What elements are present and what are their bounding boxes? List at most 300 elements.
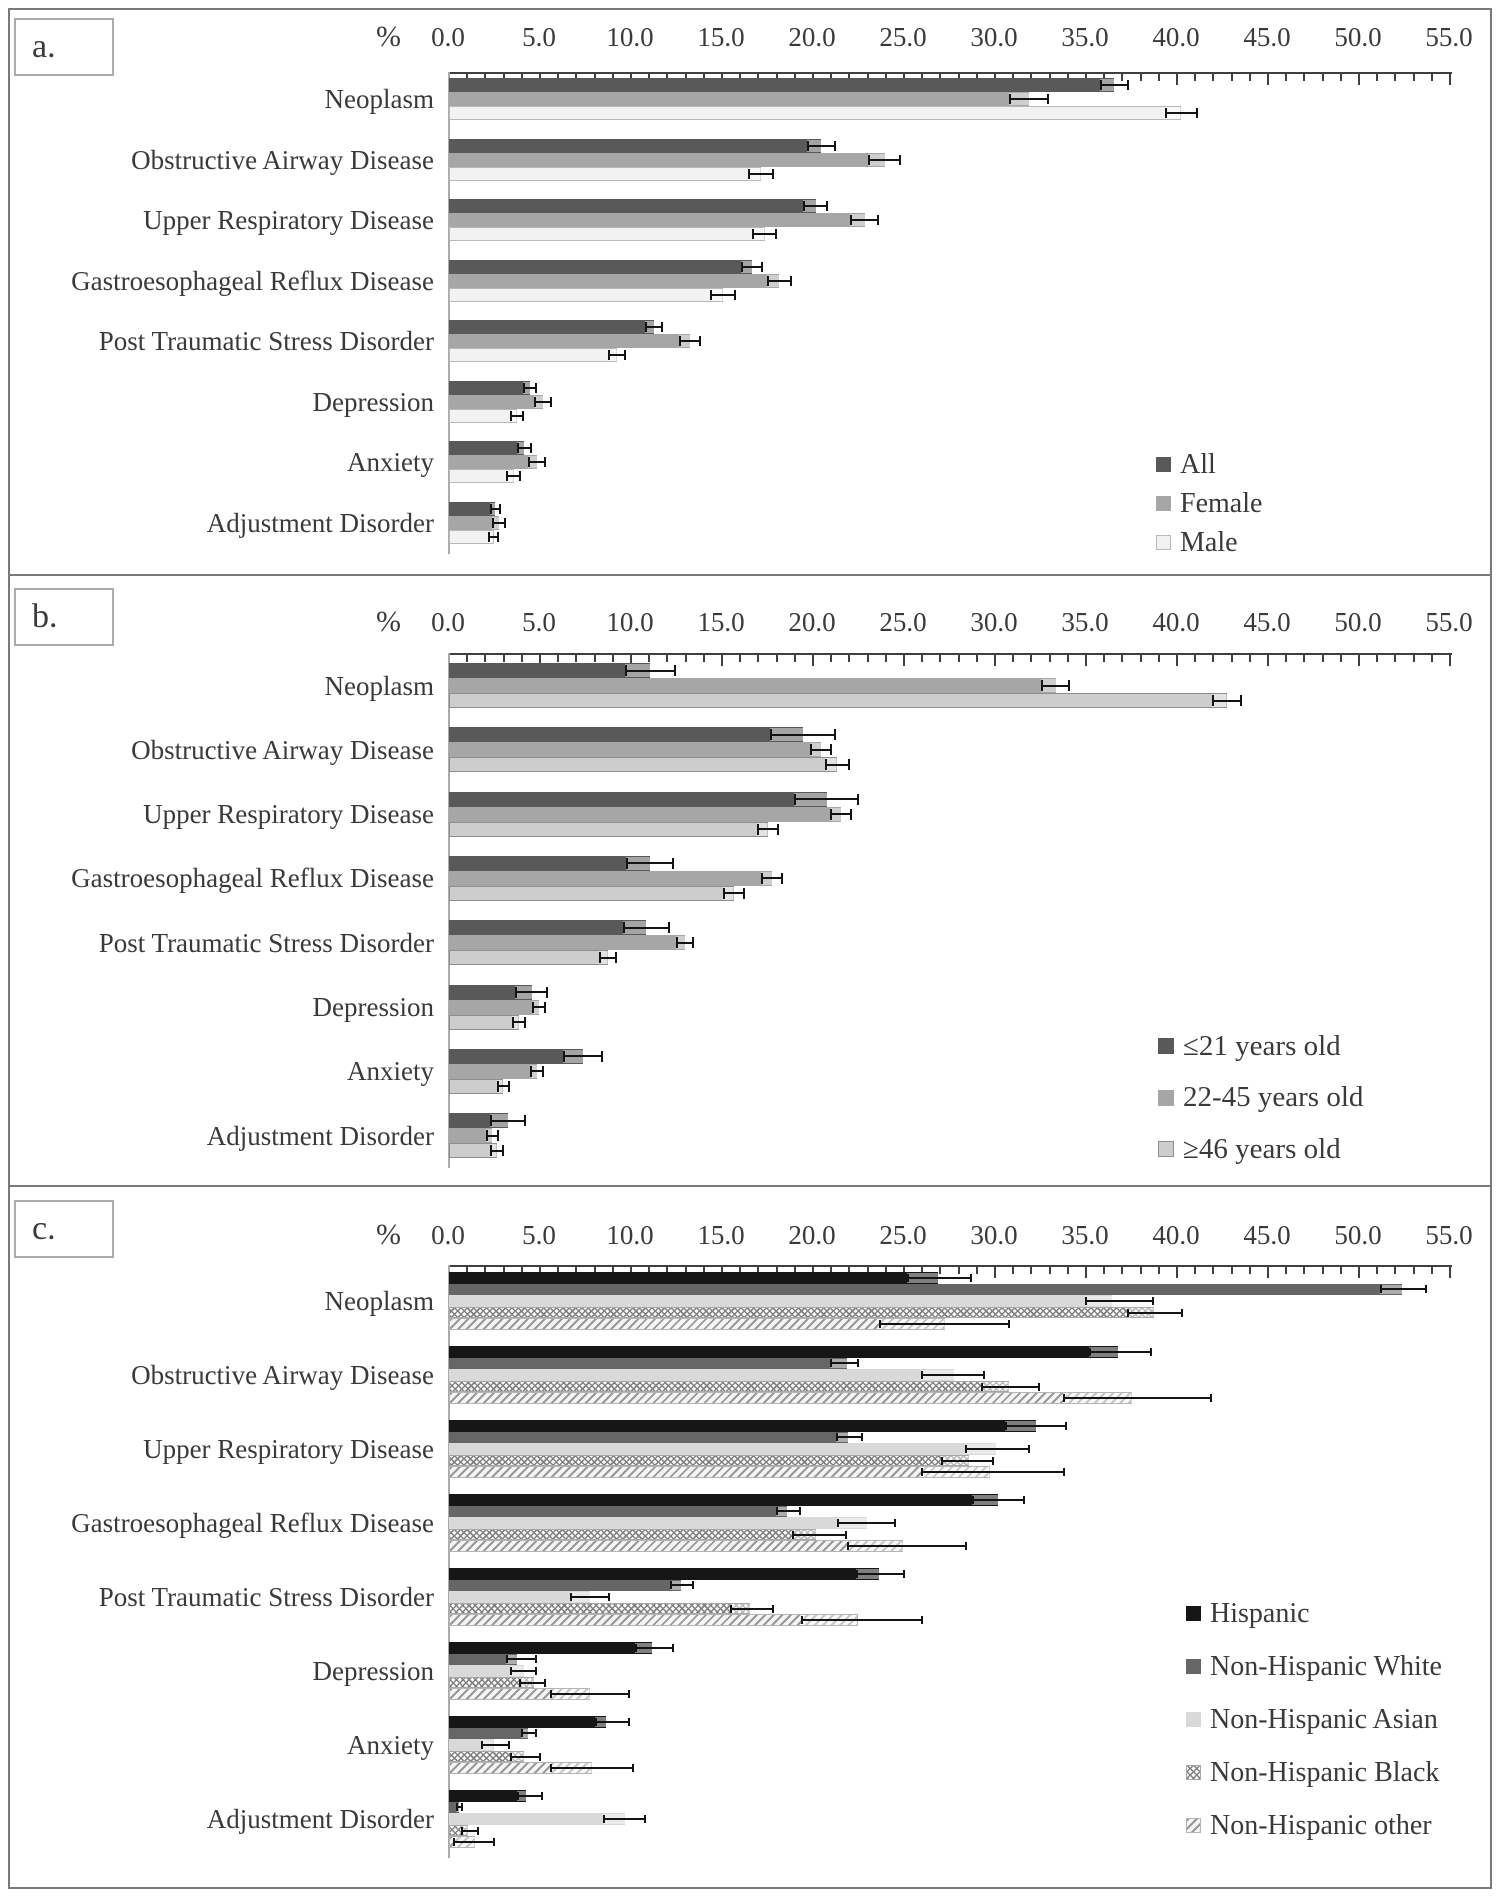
bar-c-7-2	[449, 1813, 625, 1825]
axis-tick-mark	[1085, 1267, 1087, 1278]
bar-a-5-2	[449, 409, 517, 423]
error-bar-cap-right	[692, 937, 694, 948]
error-bar-cap-right	[542, 1066, 544, 1077]
error-bar-cap-right	[539, 1753, 541, 1761]
error-bar-cap-left	[868, 155, 870, 165]
error-bar-cap-right	[535, 383, 537, 393]
legend-item-c-3	[1186, 1756, 1440, 1788]
error-bar	[1063, 1397, 1212, 1399]
category-label: Post Traumatic Stress Disorder	[98, 326, 434, 356]
axis-tick-label: 20.0	[788, 1220, 836, 1250]
error-bar-cap-left	[836, 1433, 838, 1441]
error-bar	[837, 1522, 895, 1524]
axis-tick-label: 10.0	[606, 1220, 654, 1250]
axis-tick-mark	[1231, 74, 1233, 81]
axis-unit-label: %	[376, 20, 401, 53]
error-bar	[807, 145, 836, 147]
bar-a-6-1	[449, 455, 537, 469]
error-bar-cap-left	[1041, 680, 1043, 691]
error-bar	[730, 1608, 774, 1610]
axis-tick-mark	[1285, 74, 1287, 81]
axis-tick-label: 30.0	[970, 22, 1018, 52]
category-label: Neoplasm	[324, 84, 434, 114]
bar-a-1-0	[449, 139, 821, 153]
bar-b-1-1	[449, 742, 821, 757]
bar-a-2-0	[449, 199, 816, 213]
axis-tick-mark	[1249, 74, 1251, 81]
category-label: Adjustment Disorder	[206, 1120, 434, 1151]
axis-tick-mark	[1322, 74, 1324, 81]
error-bar-cap-left	[492, 518, 494, 528]
bar-c-0-4	[449, 1318, 945, 1330]
legend-swatch	[1158, 1141, 1174, 1157]
axis-tick-mark	[1103, 655, 1105, 662]
bar-a-0-2	[449, 106, 1181, 120]
error-bar-cap-right	[761, 262, 763, 272]
bar-c-3-1	[449, 1506, 787, 1518]
axis-tick-mark	[1376, 1267, 1378, 1274]
error-bar	[767, 280, 792, 282]
error-bar	[757, 828, 779, 830]
error-bar-cap-right	[477, 1827, 479, 1835]
axis-tick-mark	[1322, 1267, 1324, 1274]
error-bar	[907, 1277, 973, 1279]
error-bar-cap-left	[506, 471, 508, 481]
error-bar-cap-right	[1023, 1496, 1025, 1504]
error-bar-cap-right	[1127, 80, 1129, 90]
legend-item-c-1	[1186, 1650, 1442, 1682]
error-bar-cap-left	[856, 1570, 858, 1578]
error-bar-cap-right	[903, 1570, 905, 1578]
legend-swatch	[1158, 1038, 1174, 1054]
error-bar-cap-right	[615, 952, 617, 963]
error-bar	[481, 1744, 510, 1746]
error-bar-cap-left	[510, 1753, 512, 1761]
axis-tick-label: 55.0	[1425, 22, 1473, 52]
category-label: Upper Respiratory Disease	[143, 799, 434, 830]
error-bar-cap-right	[734, 290, 736, 300]
category-label: Obstructive Airway Disease	[131, 734, 434, 765]
axis-tick-label: 0.0	[431, 1220, 465, 1250]
error-bar-cap-right	[672, 858, 674, 869]
error-bar-cap-left	[461, 1827, 463, 1835]
error-bar-cap-left	[490, 504, 492, 514]
bar-b-2-2	[449, 822, 768, 837]
error-bar-cap-left	[486, 1130, 488, 1141]
error-bar-cap-right	[544, 1002, 546, 1013]
axis-tick-mark	[1140, 74, 1142, 81]
error-bar-cap-right	[781, 873, 783, 884]
error-bar-cap-right	[628, 1690, 630, 1698]
legend-label: Male	[1180, 526, 1238, 558]
category-label: Adjustment Disorder	[206, 507, 434, 538]
axis-tick-mark	[1176, 655, 1178, 666]
axis-tick-label: 30.0	[970, 1220, 1018, 1250]
legend-swatch	[1186, 1712, 1201, 1727]
axis-tick-mark	[1194, 1267, 1196, 1274]
error-bar	[595, 1721, 630, 1723]
error-bar-cap-right	[628, 1718, 630, 1726]
bar-a-4-2	[449, 348, 617, 362]
error-bar	[506, 1658, 537, 1660]
bar-a-7-0	[449, 502, 495, 516]
axis-tick-label: 5.0	[522, 22, 556, 52]
axis-tick-label: 30.0	[970, 607, 1018, 637]
error-bar-cap-left	[456, 1803, 458, 1811]
axis-tick-mark	[848, 655, 850, 662]
error-bar	[879, 1323, 1010, 1325]
error-bar	[836, 1436, 863, 1438]
bar-a-3-1	[449, 274, 779, 288]
axis-tick-label: 45.0	[1243, 1220, 1291, 1250]
error-bar-cap-left	[625, 665, 627, 676]
axis-tick-mark	[1285, 1267, 1287, 1274]
axis-tick-mark	[1140, 655, 1142, 662]
error-bar-cap-left	[748, 169, 750, 179]
bar-b-0-0	[449, 663, 650, 678]
error-bar-cap-left	[608, 350, 610, 360]
axis-tick-mark	[776, 655, 778, 662]
bar-b-4-0	[449, 920, 646, 935]
error-bar-cap-left	[941, 1457, 943, 1465]
axis-tick-label: 0.0	[431, 607, 465, 637]
legend-label: ≤21 years old	[1183, 1029, 1341, 1062]
error-bar	[792, 1534, 847, 1536]
panel-letter-box: a.	[14, 18, 114, 76]
category-label: Post Traumatic Stress Disorder	[98, 1582, 434, 1612]
error-bar-cap-right	[1047, 94, 1049, 104]
axis-tick-mark	[1121, 74, 1123, 81]
axis-tick-mark	[1303, 655, 1305, 662]
panel-letter-box: c.	[14, 1200, 114, 1258]
error-bar-cap-left	[521, 1729, 523, 1737]
bar-c-4-3	[449, 1603, 750, 1615]
legend-item-c-2	[1186, 1703, 1438, 1735]
error-bar-cap-left	[741, 262, 743, 272]
axis-tick-mark	[1358, 1267, 1360, 1278]
axis-tick-label: 35.0	[1061, 1220, 1109, 1250]
error-bar-cap-left	[830, 1359, 832, 1367]
axis-tick-mark	[703, 655, 705, 662]
error-bar-cap-right	[497, 532, 499, 542]
error-bar-cap-left	[1089, 1348, 1091, 1356]
axis-tick-label: 25.0	[879, 22, 927, 52]
legend-swatch	[1186, 1765, 1201, 1780]
panel-c	[8, 1185, 1492, 1889]
legend-swatch	[1156, 496, 1171, 511]
error-bar-cap-left	[825, 759, 827, 770]
error-bar-cap-left	[523, 383, 525, 393]
axis-tick-mark	[976, 655, 978, 662]
error-bar-cap-right	[546, 987, 548, 998]
bar-c-2-1	[449, 1432, 848, 1444]
error-bar-cap-left	[510, 411, 512, 421]
error-bar	[830, 1362, 859, 1364]
error-bar-cap-left	[767, 276, 769, 286]
axis-tick-mark	[794, 655, 796, 662]
legend-label: 22-45 years old	[1183, 1081, 1364, 1113]
error-bar-cap-left	[635, 1644, 637, 1652]
error-bar-cap-left	[1127, 1309, 1129, 1317]
error-bar	[1100, 84, 1129, 86]
bar-a-2-1	[449, 213, 865, 227]
error-bar-cap-left	[532, 1002, 534, 1013]
legend-item-a-2	[1156, 526, 1238, 558]
axis-tick-mark	[1413, 655, 1415, 662]
error-bar-cap-left	[563, 1051, 565, 1062]
axis-tick-mark	[1340, 74, 1342, 81]
bar-c-4-0	[449, 1568, 879, 1580]
error-bar-cap-right	[790, 276, 792, 286]
error-bar-cap-right	[624, 350, 626, 360]
axis-tick-label: 40.0	[1152, 607, 1200, 637]
axis-tick-mark	[1322, 655, 1324, 662]
axis-tick-label: 5.0	[522, 607, 556, 637]
bar-a-2-2	[449, 227, 765, 241]
axis-tick-mark	[903, 655, 905, 666]
axis-tick-mark	[1212, 1267, 1214, 1274]
bar-c-3-2	[449, 1517, 867, 1529]
axis-tick-mark	[867, 655, 869, 662]
error-bar	[519, 1682, 546, 1684]
error-bar-cap-left	[803, 201, 805, 211]
error-bar-cap-left	[1212, 695, 1214, 706]
bar-a-3-0	[449, 260, 752, 274]
axis-tick-label: 15.0	[697, 22, 745, 52]
category-label: Adjustment Disorder	[206, 1804, 434, 1834]
axis-tick-mark	[1231, 655, 1233, 662]
error-bar	[868, 159, 901, 161]
error-bar	[1009, 98, 1049, 100]
bar-b-4-2	[449, 950, 608, 965]
axis-tick-label: 0.0	[431, 22, 465, 52]
axis-tick-mark	[1303, 74, 1305, 81]
legend-swatch	[1158, 1090, 1174, 1106]
bar-c-0-0	[449, 1272, 938, 1284]
error-bar-cap-left	[761, 873, 763, 884]
error-bar-cap-left	[965, 1445, 967, 1453]
error-bar	[710, 294, 735, 296]
error-bar-cap-left	[801, 1616, 803, 1624]
bar-a-6-2	[449, 469, 514, 483]
bar-a-5-1	[449, 395, 543, 409]
axis-tick-mark	[1413, 74, 1415, 81]
error-bar	[570, 1596, 610, 1598]
axis-ruler	[448, 1265, 1452, 1267]
error-bar-cap-left	[972, 1496, 974, 1504]
legend-label: Female	[1180, 487, 1263, 519]
error-bar-cap-left	[490, 1115, 492, 1126]
error-bar	[1041, 685, 1070, 687]
error-bar-cap-right	[504, 518, 506, 528]
axis-tick-label: 5.0	[522, 1220, 556, 1250]
error-bar-cap-left	[850, 215, 852, 225]
axis-tick-label: 35.0	[1061, 607, 1109, 637]
error-bar-cap-left	[776, 1507, 778, 1515]
error-bar-cap-right	[1008, 1320, 1010, 1328]
error-bar	[752, 233, 777, 235]
error-bar-cap-right	[661, 322, 663, 332]
error-bar	[550, 1693, 630, 1695]
category-label: Obstructive Airway Disease	[131, 1360, 434, 1390]
bar-b-2-1	[449, 807, 841, 822]
error-bar-cap-right	[524, 1115, 526, 1126]
error-bar-cap-left	[757, 824, 759, 835]
axis-ruler	[448, 653, 1452, 655]
axis-tick-mark	[1358, 655, 1360, 666]
error-bar-cap-left	[490, 1145, 492, 1156]
category-label: Upper Respiratory Disease	[143, 1434, 434, 1464]
axis-tick-mark	[1030, 1267, 1032, 1274]
error-bar	[626, 862, 673, 864]
axis-tick-label: 45.0	[1243, 22, 1291, 52]
error-bar-cap-right	[535, 1729, 537, 1737]
bar-c-1-3	[449, 1381, 1009, 1393]
legend-label: All	[1180, 448, 1216, 480]
axis-tick-label: 15.0	[697, 607, 745, 637]
error-bar-cap-right	[970, 1274, 972, 1282]
category-label: Depression	[312, 992, 434, 1022]
error-bar	[517, 1795, 542, 1797]
error-bar	[563, 1055, 603, 1057]
axis-unit-label: %	[376, 1218, 401, 1251]
axis-tick-mark	[1194, 74, 1196, 81]
category-label: Gastroesophageal Reflux Disease	[71, 265, 434, 296]
error-bar-cap-left	[723, 888, 725, 899]
error-bar	[921, 1374, 985, 1376]
error-bar	[625, 670, 676, 672]
legend-swatch	[1186, 1606, 1201, 1621]
error-bar	[830, 813, 852, 815]
error-bar-cap-right	[672, 1644, 674, 1652]
error-bar-cap-right	[601, 1051, 603, 1062]
error-bar-cap-right	[983, 1371, 985, 1379]
bar-c-6-1	[449, 1728, 528, 1740]
error-bar-cap-left	[481, 1741, 483, 1749]
error-bar-cap-left	[810, 744, 812, 755]
error-bar-cap-right	[608, 1593, 610, 1601]
category-label: Neoplasm	[324, 670, 434, 701]
bar-a-0-1	[449, 92, 1029, 106]
error-bar-cap-right	[1181, 1309, 1183, 1317]
category-label: Upper Respiratory Disease	[143, 205, 434, 235]
category-label: Post Traumatic Stress Disorder	[98, 927, 434, 958]
error-bar-cap-right	[899, 155, 901, 165]
error-bar-cap-left	[837, 1519, 839, 1527]
axis-tick-mark	[1085, 655, 1087, 666]
bar-c-1-0	[449, 1346, 1118, 1358]
axis-tick-mark	[503, 655, 505, 662]
error-bar-cap-left	[676, 937, 678, 948]
axis-tick-mark	[921, 655, 923, 662]
error-bar-cap-right	[550, 397, 552, 407]
error-bar	[1127, 1312, 1183, 1314]
axis-tick-mark	[757, 655, 759, 662]
error-bar-cap-left	[710, 290, 712, 300]
bar-a-0-0	[449, 78, 1114, 92]
error-bar-cap-right	[834, 729, 836, 740]
bar-a-5-0	[449, 381, 530, 395]
axis-tick-mark	[1431, 74, 1433, 81]
error-bar-cap-right	[775, 229, 777, 239]
error-bar-cap-left	[488, 532, 490, 542]
error-bar	[1085, 1300, 1154, 1302]
error-bar-cap-right	[632, 1764, 634, 1772]
bar-a-4-1	[449, 334, 690, 348]
error-bar-cap-right	[535, 1667, 537, 1675]
error-bar-cap-right	[965, 1542, 967, 1550]
error-bar-cap-right	[522, 411, 524, 421]
axis-tick-mark	[648, 655, 650, 662]
error-bar-cap-right	[772, 169, 774, 179]
axis-tick-mark	[1067, 1267, 1069, 1274]
axis-tick-mark	[739, 655, 741, 662]
error-bar	[803, 205, 828, 207]
bar-c-1-2	[449, 1369, 954, 1381]
axis-tick-mark	[1285, 655, 1287, 662]
error-bar	[981, 1386, 1039, 1388]
bar-b-5-2	[449, 1015, 519, 1030]
error-bar-cap-left	[1005, 1422, 1007, 1430]
axis-tick-mark	[1067, 655, 1069, 662]
error-bar-cap-right	[461, 1803, 463, 1811]
error-bar	[515, 991, 548, 993]
error-bar	[941, 1460, 994, 1462]
error-bar-cap-right	[877, 215, 879, 225]
bar-c-3-4	[449, 1540, 903, 1552]
error-bar-cap-left	[670, 1581, 672, 1589]
error-bar-cap-right	[743, 888, 745, 899]
axis-tick-mark	[812, 655, 814, 666]
axis-tick-mark	[1012, 1267, 1014, 1274]
error-bar	[850, 219, 879, 221]
bar-b-1-0	[449, 727, 803, 742]
axis-tick-mark	[1340, 1267, 1342, 1274]
axis-tick-mark	[1140, 1267, 1142, 1274]
error-bar-cap-left	[1380, 1285, 1382, 1293]
error-bar-cap-right	[1038, 1383, 1040, 1391]
bar-a-3-2	[449, 288, 723, 302]
error-bar	[810, 749, 832, 751]
axis-tick-mark	[1449, 655, 1451, 666]
bar-c-2-4	[449, 1466, 990, 1478]
axis-tick-mark	[1394, 655, 1396, 662]
error-bar-cap-left	[879, 1320, 881, 1328]
error-bar	[723, 892, 745, 894]
bar-c-7-0	[449, 1790, 526, 1802]
error-bar-cap-right	[1028, 1445, 1030, 1453]
error-bar-cap-right	[502, 1145, 504, 1156]
axis-tick-mark	[685, 655, 687, 662]
bar-c-1-1	[449, 1358, 847, 1370]
error-bar	[1005, 1425, 1067, 1427]
bar-b-3-0	[449, 856, 650, 871]
bar-b-6-2	[449, 1079, 503, 1094]
error-bar-cap-left	[517, 443, 519, 453]
error-bar-cap-right	[530, 443, 532, 453]
axis-tick-mark	[484, 655, 486, 662]
error-bar-cap-left	[512, 1017, 514, 1028]
error-bar-cap-right	[544, 457, 546, 467]
error-bar-cap-left	[981, 1383, 983, 1391]
axis-tick-mark	[939, 1267, 941, 1274]
axis-tick-mark	[557, 655, 559, 662]
bar-b-0-2	[449, 693, 1227, 708]
error-bar	[1165, 112, 1198, 114]
axis-tick-mark	[1194, 655, 1196, 662]
error-bar-cap-left	[807, 141, 809, 151]
bar-c-2-3	[449, 1455, 969, 1467]
